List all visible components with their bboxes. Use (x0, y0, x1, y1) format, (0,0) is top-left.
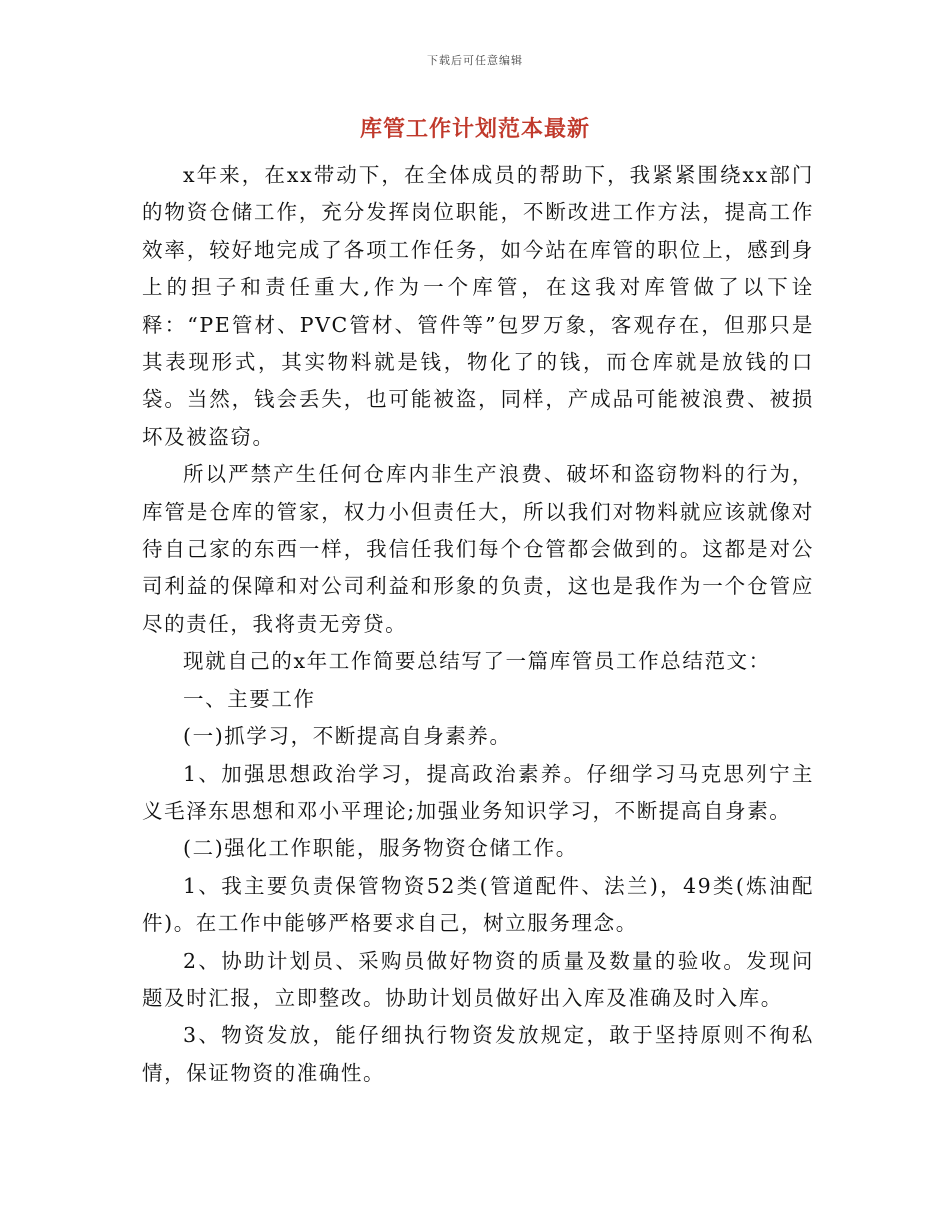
document-body (142, 157, 814, 1092)
download-note: 下载后可任意编辑 (427, 54, 523, 67)
section-heading-main-work: 一、主要工作 (183, 686, 316, 711)
list-item-distribution: 3、物资发放，能仔细执行物资发放规定，敢于坚持原则不徇私情，保证物资的准确性。 (142, 1023, 814, 1085)
document-title: 库管工作计划范本最新 (359, 116, 590, 142)
subsection-heading-study: (一)抓学习，不断提高自身素养。 (183, 724, 512, 749)
subsection-heading-duties: (二)强化工作职能，服务物资仓储工作。 (183, 836, 578, 861)
paragraph-intro: x年来，在xx带动下，在全体成员的帮助下，我紧紧围绕xx部门的物资仓储工作，充分发挥岗位职能，不断改进工作方法，提高工作效率，较好地完成了各项工作任务，如今站在库管的职位上，感到身上的担子和责任重大,作为一个库管，在这我对库管做了以下诠释：“PE管材、PVC管材、管件等”包罗万象，客观存在，但那只是其表现形式，其实物料就是钱，物化了的钱，而仓库就是放钱的口袋。当然，钱会丢失，也可能被盗，同样，产成品可能被浪费、被损坏及被盗窃。 (142, 163, 814, 449)
paragraph-responsibility: 所以严禁产生任何仓库内非生产浪费、破坏和盗窃物料的行为，库管是仓库的管家，权力小但责任大，所以我们对物料就应该就像对待自己家的东西一样，我信任我们每个仓管都会做到的。这都是对公司利益的保障和对公司利益和形象的负责，这也是我作为一个仓管应尽的责任，我将责无旁贷。 (142, 462, 814, 636)
list-item-inspection: 2、协助计划员、采购员做好物资的质量及数量的验收。发现问题及时汇报，立即整改。协助计划员做好出入库及准确及时入库。 (142, 948, 814, 1010)
list-item-political-study: 1、加强思想政治学习，提高政治素养。仔细学习马克思列宁主义毛泽东思想和邓小平理论;加强业务知识学习，不断提高自身素。 (142, 761, 814, 823)
paragraph-summary-intro: 现就自己的x年工作简要总结写了一篇库管员工作总结范文： (183, 649, 771, 674)
list-item-storage-categories: 1、我主要负责保管物资52类(管道配件、法兰)，49类(炼油配件)。在工作中能够严格要求自己，树立服务理念。 (142, 873, 814, 936)
